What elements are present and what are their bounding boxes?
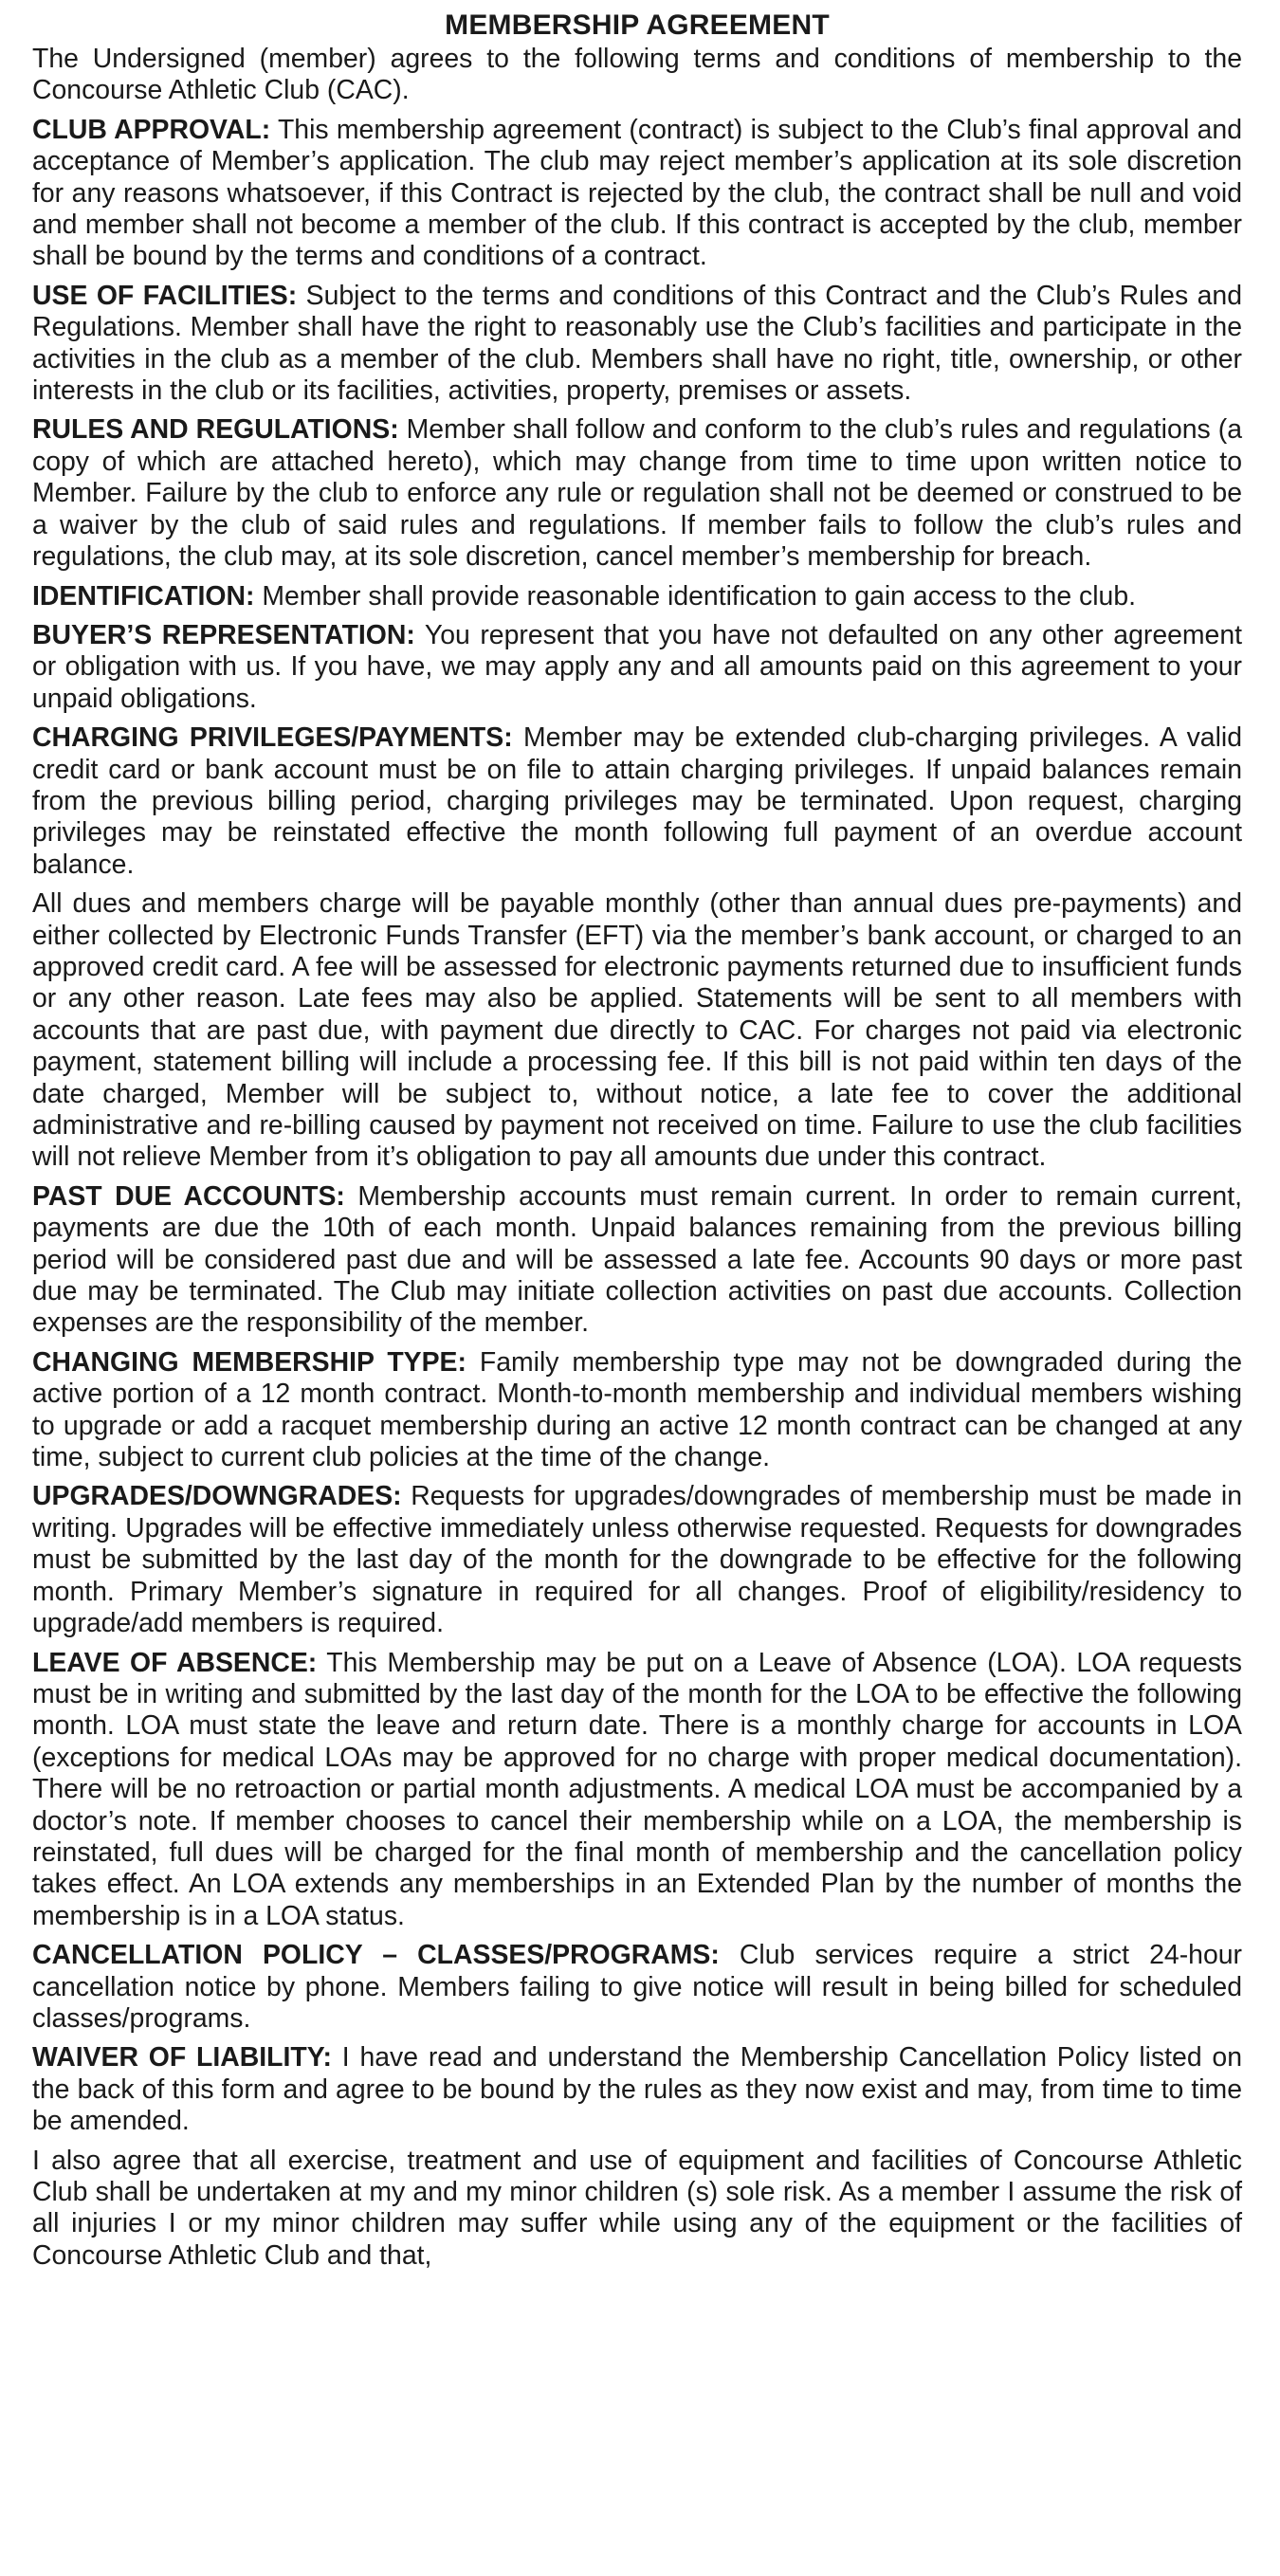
section-text: Club services require a strict 24-hour cancellation notice by phone. Members failing to give notice will result in being billed for scheduled classes/programs. (32, 1940, 1242, 2034)
document-title: MEMBERSHIP AGREEMENT (445, 9, 830, 41)
agreement-paragraph (32, 1648, 1242, 1933)
section-text: I also agree that all exercise, treatment and use of equipment and facilities of Concourse Athletic Club shall be undertaken at my and my minor children (s) sole risk. As a member I assume the risk of all injuries I or my minor children may suffer while using any of the equipment or the facilities of Concourse Athletic Club and that, (32, 2145, 1242, 2271)
section-text: Membership accounts must remain current. In order to remain current, payments are due the 10th of each month. Unpaid balances remaining from the previous billing period will be considered past due and will be assessed a late fee. Accounts 90 days or more past due may be terminated. The Club may initiate collection activities on past due accounts. Collection expenses are the responsibility of the member. (32, 1180, 1242, 1339)
document-body (32, 44, 1242, 2272)
agreement-paragraph (32, 414, 1242, 573)
agreement-paragraph (32, 281, 1242, 408)
section-heading: LEAVE OF ABSENCE: (32, 1647, 318, 1678)
agreement-paragraph (32, 888, 1242, 1174)
agreement-paragraph (32, 620, 1242, 715)
section-heading: CHANGING MEMBERSHIP TYPE: (32, 1346, 466, 1378)
section-heading: UPGRADES/DOWNGRADES: (32, 1481, 402, 1512)
agreement-paragraph (32, 1181, 1242, 1340)
section-text: The Undersigned (member) agrees to the following terms and conditions of membership to the Concourse Athletic Club (CAC). (32, 44, 1242, 106)
section-text: All dues and members charge will be payable monthly (other than annual dues pre-payments) and either collected by Electronic Funds Transfer (EFT) via the member’s bank account, or charged to an approved credit card. A fee will be assessed for electronic payments returned due to insufficient funds or any other reason. Late fees may also be applied. Statements will be sent to all members with accounts that are past due, with payment due directly to CAC. For charges not paid via electronic payment, statement billing will include a processing fee. If this bill is not paid within ten days of the date charged, Member will be subject to, without notice, a late fee to cover the additional administrative and re-billing caused by payment not received on time. Failure to use the club facilities will not relieve Member from it’s obligation to pay all amounts due under this contract. (32, 888, 1242, 1173)
section-heading: PAST DUE ACCOUNTS: (32, 1180, 345, 1212)
section-text: Member shall provide reasonable identification to gain access to the club. (254, 580, 1136, 612)
section-text: I have read and understand the Membership Cancellation Policy listed on the back of this form and agree to be bound by the rules as they now exist and may, from time to time be amended. (32, 2042, 1242, 2137)
agreement-paragraph (32, 1940, 1242, 2035)
agreement-paragraph (32, 1481, 1242, 1639)
section-heading: CANCELLATION POLICY – CLASSES/PROGRAMS: (32, 1940, 720, 1971)
agreement-paragraph (32, 581, 1242, 612)
agreement-paragraph (32, 722, 1242, 881)
agreement-paragraph (32, 2146, 1242, 2273)
section-text: You represent that you have not defaulted on any other agreement or obligation with us. If you have, we may apply any and all amounts paid on this agreement to your unpaid obligations. (32, 619, 1243, 714)
section-text: Member shall follow and conform to the club’s rules and regulations (a copy of which are attached hereto), which may change from time to time upon written notice to Member. Failure by the club to enforce any rule or regulation shall not be deemed or construed to be a waiver by the club of said rules and regulations. If member fails to follow the club’s rules and regulations, the club may, at its sole discretion, cancel member’s membership for breach. (32, 414, 1242, 573)
agreement-paragraph (32, 2042, 1242, 2137)
section-heading: IDENTIFICATION: (32, 580, 255, 612)
agreement-paragraph (32, 115, 1242, 273)
section-text: Member may be extended club-charging privileges. A valid credit card or bank account must be on file to attain charging privileges. If unpaid balances remain from the previous billing period, charging privileges may be terminated. Upon request, charging privileges may be reinstated effective the month following full payment of an overdue account balance. (32, 722, 1242, 880)
section-text: Requests for upgrades/downgrades of membership must be made in writing. Upgrades will be effective immediately unless otherwise requested. Requests for downgrades must be submitted by the last day of the month for the downgrade to be effective for the following month. Primary Member’s signature in required for all changes. Proof of eligibility/residency to upgrade/add members is required. (32, 1481, 1242, 1639)
section-text: Family membership type may not be downgraded during the active portion of a 12 month contract. Month-to-month membership and individual members wishing to upgrade or add a racquet membership during an active 12 month contract can be changed at any time, subject to current club policies at the time of the change. (32, 1346, 1242, 1473)
section-text: Subject to the terms and conditions of this Contract and the Club’s Rules and Regulations. Member shall have the right to reasonably use the Club’s facilities and participate in the activities in the club as a member of the club. Members shall have no right, title, ownership, or other interests in the club or its facilities, activities, property, premises or assets. (32, 280, 1242, 407)
agreement-paragraph (32, 44, 1242, 107)
section-heading: BUYER’S REPRESENTATION: (32, 619, 415, 650)
section-text: This membership agreement (contract) is subject to the Club’s final approval and acceptance of Member’s application. The club may reject member’s application at its sole discretion for any reasons whatsoever, if this Contract is rejected by the club, the contract shall be null and void and member shall not become a member of the club. If this contract is accepted by the club, member shall be bound by the terms and conditions of a contract. (32, 114, 1242, 272)
section-heading: USE OF FACILITIES: (32, 280, 298, 311)
section-heading: CHARGING PRIVILEGES/PAYMENTS: (32, 722, 513, 754)
agreement-paragraph (32, 1347, 1242, 1474)
section-heading: RULES AND REGULATIONS: (32, 414, 399, 446)
section-text: This Membership may be put on a Leave of Absence (LOA). LOA requests must be in writing and submitted by the last day of the month for the LOA to be effective the following month. LOA must state the leave and return date. There is a monthly charge for accounts in LOA (exceptions for medical LOAs may be approved for no charge with proper medical documentation). There will be no retroaction or partial month adjustments. A medical LOA must be accompanied by a doctor’s note. If member chooses to cancel their membership while on a LOA, the membership is reinstated, full dues will be charged for the final month of membership and the cancellation policy takes effect. An LOA extends any memberships in an Extended Plan by the number of months the membership is in a LOA status. (32, 1647, 1243, 1931)
section-heading: WAIVER OF LIABILITY: (32, 2042, 332, 2074)
section-heading: CLUB APPROVAL: (32, 114, 271, 145)
